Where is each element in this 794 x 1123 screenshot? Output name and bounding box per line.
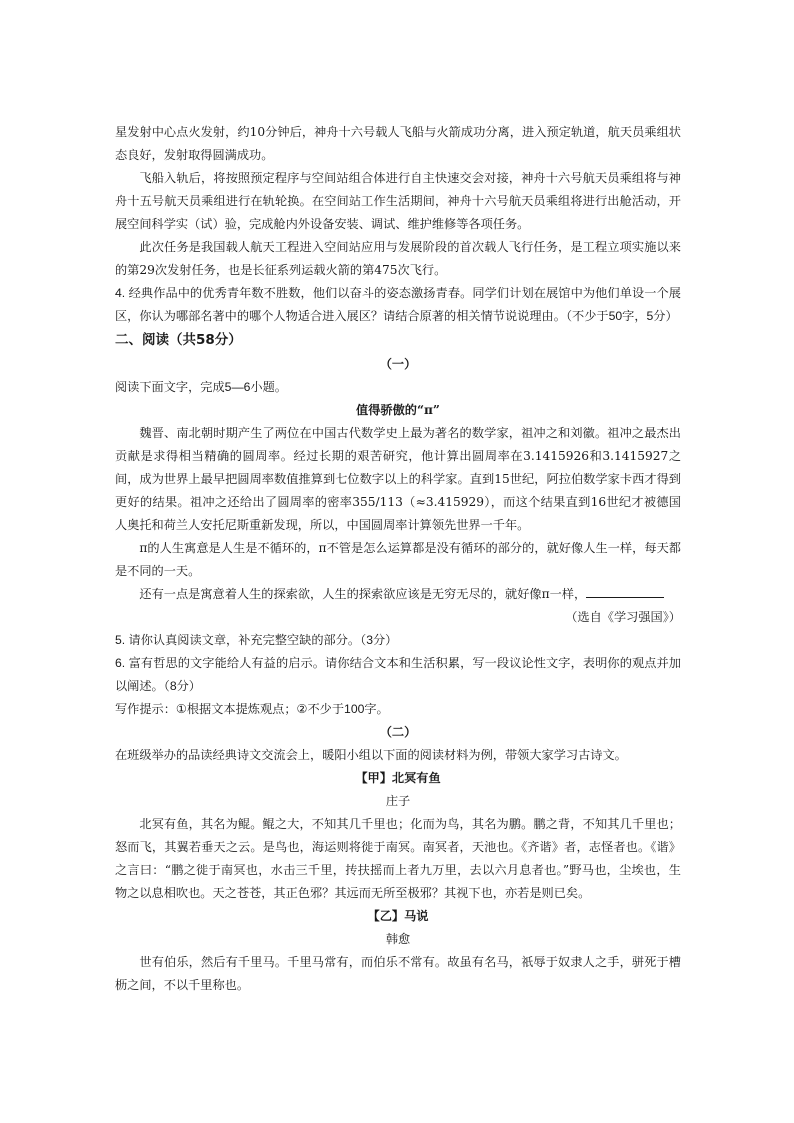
question-4: 4. 经典作品中的优秀青年数不胜数，他们以奋斗的姿态激扬青春。同学们计划在展馆中为他们单设一个展区，你认为哪部名著中的哪个人物适合进入展区？请结合原著的相关情节说说理由。（不少于50字，5分）: [115, 286, 681, 323]
text-yi-title: 【乙】马说: [367, 909, 429, 923]
article-paragraph-2: π的人生寓意是人生是不循环的，π不管是怎么运算都是没有循环的部分的，就好像人生一样，每天都是不同的一天。: [115, 541, 681, 578]
part2-instruction: 在班级举办的品读经典诗文交流会上，暖阳小组以下面的阅读材料为例，带领大家学习古诗文。: [115, 748, 627, 762]
question-6: 6. 富有哲思的文字能给人有益的启示。请你结合文本和生活积累，写一段议论性文字，表明你的观点并加以阐述。（8分）: [115, 656, 681, 693]
intro-paragraph-3: 此次任务是我国载人航天工程进入空间站应用与发展阶段的首次载人飞行任务，是工程立项实施以来的第29次发射任务，也是长征系列运载火箭的第475次飞行。: [115, 240, 681, 277]
article-source: （选自《学习强国》）: [565, 610, 681, 624]
text-yi-body: 世有伯乐，然后有千里马。千里马常有，而伯乐不常有。故虽有名马，祇辱于奴隶人之手，骈死于槽枥之间，不以千里称也。: [115, 955, 681, 992]
text-jia-body: 北冥有鱼，其名为鲲。鲲之大，不知其几千里也；化而为鸟，其名为鹏。鹏之背，不知其几千里也；怒而飞，其翼若垂天之云。是鸟也，海运则将徙于南冥。南冥者，天池也。《齐谐》者，志怪者也。《谐》之言曰：“鹏之徙于南冥也，水击三千里，抟扶摇而上者九万里，去以六月息者也。”野马也，尘埃也，生物之以息相吹也。天之苍苍，其正色邪？其远而无所至极邪？其视下也，亦若是则已矣。: [115, 817, 681, 900]
section-heading-reading: 二、阅读（共58分）: [115, 332, 242, 348]
intro-paragraph-1: 星发射中心点火发射，约10分钟后，神舟十六号载人飞船与火箭成功分离，进入预定轨道，航天员乘组状态良好，发射取得圆满成功。: [115, 125, 681, 162]
article-paragraph-3-text: 还有一点是寓意着人生的探索欲，人生的探索欲应该是无穷无尽的，就好像π一样，: [139, 587, 587, 601]
exam-page: [115, 121, 681, 997]
question-5: 5. 请你认真阅读文章，补充完整空缺的部分。（3分）: [115, 633, 398, 647]
intro-paragraph-2: 飞船入轨后，将按照预定程序与空间站组合体进行自主快速交会对接，神舟十六号航天员乘组将与神舟十五号航天员乘组进行在轨轮换。在空间站工作生活期间，神舟十六号航天员乘组将进行出舱活动，开展空间科学实（试）验，完成舱内外设备安装、调试、维护维修等各项任务。: [115, 171, 681, 231]
text-yi-author: 韩愈: [385, 932, 411, 946]
article-title: 值得骄傲的“π”: [356, 403, 440, 417]
writing-tip: 写作提示：①根据文本提炼观点；②不少于100字。: [115, 702, 389, 716]
part-label-2: （二）: [379, 725, 417, 739]
text-jia-author: 庄子: [385, 794, 411, 808]
part-label-1: （一）: [379, 357, 417, 371]
part1-instruction: 阅读下面文字，完成5—6小题。: [115, 380, 287, 394]
text-jia-title: 【甲】北冥有鱼: [355, 771, 441, 785]
article-paragraph-1: 魏晋、南北朝时期产生了两位在中国古代数学史上最为著名的数学家，祖冲之和刘徽。祖冲之最杰出贡献是求得相当精确的圆周率。经过长期的艰苦研究，他计算出圆周率在3.1415926和3.1415927之间，成为世界上最早把圆周率数值推算到七位数字以上的科学家。直到15世纪，阿拉伯数学家卡西才得到更好的结果。祖冲之还给出了圆周率的密率355/113（≈3.415929），而这个结果直到16世纪才被德国人奥托和荷兰人安托尼斯重新发现，所以，中国圆周率计算领先世界一千年。: [115, 426, 682, 532]
answer-blank[interactable]: [586, 583, 664, 598]
article-paragraph-3: [115, 583, 681, 606]
